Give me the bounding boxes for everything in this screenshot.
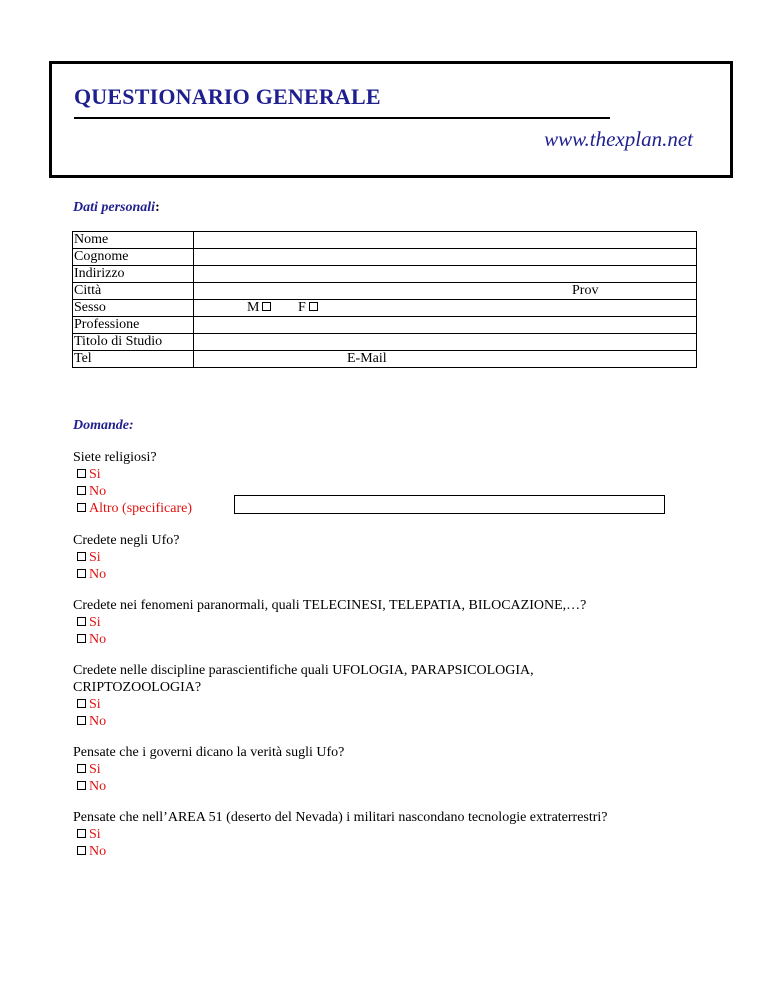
label-nome: Nome (73, 232, 194, 249)
question-paranormal: Credete nei fenomeni paranormali, quali TELECINESI, TELEPATIA, BILOCAZIONE,…? (73, 598, 587, 613)
q3-si-label: Si (89, 615, 101, 630)
q3-no-label: No (89, 632, 107, 647)
q4-no-checkbox[interactable] (77, 716, 86, 725)
label-cognome: Cognome (73, 249, 194, 266)
q1-altro-checkbox[interactable] (77, 503, 86, 512)
q3-si-checkbox[interactable] (77, 617, 86, 626)
q1-si-checkbox[interactable] (77, 469, 86, 478)
q1-no-checkbox[interactable] (77, 486, 86, 495)
document-title: QUESTIONARIO GENERALE (74, 84, 381, 109)
q5-si-label: Si (89, 762, 101, 777)
label-prov: Prov (572, 283, 599, 298)
q1-option-altro[interactable] (77, 500, 192, 517)
label-citta: Città (73, 283, 194, 300)
q5-option-no[interactable] (77, 778, 106, 795)
q3-option-no[interactable] (77, 631, 106, 648)
q6-option-si[interactable] (77, 826, 101, 843)
sesso-f-label: F (298, 300, 306, 315)
table-row (73, 334, 697, 351)
q6-si-label: Si (89, 827, 101, 842)
q1-other-specify-input[interactable] (234, 495, 665, 514)
website-link[interactable]: www.thexplan.net (544, 127, 693, 151)
field-professione[interactable] (194, 317, 697, 334)
field-nome[interactable] (194, 232, 697, 249)
personal-data-table (72, 231, 697, 368)
question-governments: Pensate che i governi dicano la verità sugli Ufo? (73, 745, 345, 760)
sesso-m-checkbox[interactable] (262, 302, 271, 311)
header-box (49, 61, 733, 178)
q6-no-checkbox[interactable] (77, 846, 86, 855)
sesso-m-option[interactable] (247, 300, 271, 316)
q2-no-label: No (89, 567, 107, 582)
q1-option-si[interactable] (77, 466, 101, 483)
q2-si-checkbox[interactable] (77, 552, 86, 561)
field-citta[interactable] (194, 283, 697, 300)
q1-altro-label: Altro (specificare) (89, 501, 192, 516)
personal-data-heading (73, 200, 160, 216)
question-ufo: Credete negli Ufo? (73, 533, 180, 548)
q5-si-checkbox[interactable] (77, 764, 86, 773)
q5-no-checkbox[interactable] (77, 781, 86, 790)
q4-si-label: Si (89, 697, 101, 712)
field-indirizzo[interactable] (194, 266, 697, 283)
q1-si-label: Si (89, 467, 101, 482)
q4-option-no[interactable] (77, 713, 106, 730)
q4-option-si[interactable] (77, 696, 101, 713)
q5-option-si[interactable] (77, 761, 101, 778)
q6-no-label: No (89, 844, 107, 859)
q3-no-checkbox[interactable] (77, 634, 86, 643)
table-row (73, 300, 697, 317)
q2-no-checkbox[interactable] (77, 569, 86, 578)
personal-data-heading-text: Dati personali (73, 200, 156, 215)
question-religious: Siete religiosi? (73, 450, 157, 465)
table-row (73, 266, 697, 283)
label-indirizzo: Indirizzo (73, 266, 194, 283)
q2-option-si[interactable] (77, 549, 101, 566)
table-row (73, 232, 697, 249)
sesso-f-option[interactable] (298, 300, 318, 316)
label-email: E-Mail (347, 351, 387, 366)
field-cognome[interactable] (194, 249, 697, 266)
q6-si-checkbox[interactable] (77, 829, 86, 838)
questions-heading: Domande: (73, 418, 134, 433)
q1-option-no[interactable] (77, 483, 106, 500)
title-underline (74, 117, 610, 119)
q4-no-label: No (89, 714, 107, 729)
q3-option-si[interactable] (77, 614, 101, 631)
table-row (73, 283, 697, 300)
q2-si-label: Si (89, 550, 101, 565)
q4-si-checkbox[interactable] (77, 699, 86, 708)
q1-no-label: No (89, 484, 107, 499)
label-tel: Tel (73, 351, 194, 368)
personal-data-heading-colon: : (155, 200, 160, 215)
sesso-f-checkbox[interactable] (309, 302, 318, 311)
label-sesso: Sesso (73, 300, 194, 317)
table-row (73, 351, 697, 368)
table-row (73, 249, 697, 266)
field-tel[interactable] (194, 351, 697, 368)
question-parascientific: Credete nelle discipline parascientifiche quali UFOLOGIA, PARAPSICOLOGIA, CRIPTOZOOLOGIA? (73, 663, 534, 695)
q6-option-no[interactable] (77, 843, 106, 860)
q5-no-label: No (89, 779, 107, 794)
question-area-51: Pensate che nell’AREA 51 (deserto del Nevada) i militari nascondano tecnologie extraterrestri? (73, 810, 608, 825)
field-titolo-di-studio[interactable] (194, 334, 697, 351)
field-sesso (194, 300, 697, 317)
label-titolo-di-studio: Titolo di Studio (73, 334, 194, 351)
sesso-m-label: M (247, 300, 260, 315)
label-professione: Professione (73, 317, 194, 334)
q2-option-no[interactable] (77, 566, 106, 583)
table-row (73, 317, 697, 334)
